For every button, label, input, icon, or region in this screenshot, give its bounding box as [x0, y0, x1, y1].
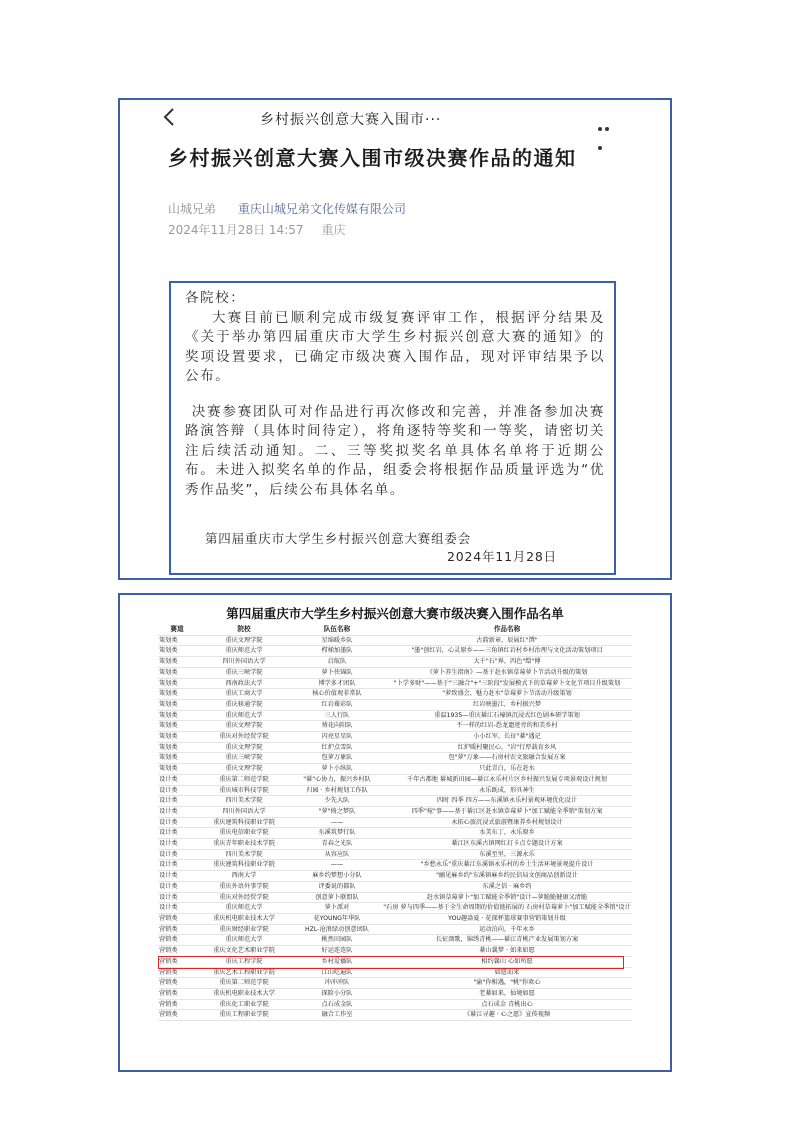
- cell-work: "幽见麻乡约"东溪镇麻乡约民信局文创商品创新设计: [382, 871, 632, 882]
- cell-school: 重庆建筑科技职业学院: [196, 817, 292, 828]
- cell-track: 设计类: [158, 849, 196, 860]
- cell-team: 萝卜小纵队: [292, 764, 382, 775]
- notice-signature-org: 第四届重庆市大学生乡村振兴创意大赛组委会: [205, 531, 472, 546]
- back-chevron-icon[interactable]: [160, 106, 180, 128]
- cell-work: 《綦江寻趣 · 心之愿》宣传视频: [382, 1010, 632, 1021]
- cell-work: 长征颂歌，锦绣青桃——綦江青桃产业发展策划方案: [382, 935, 632, 946]
- account-name-link[interactable]: 重庆山城兄弟文化传媒有限公司: [237, 202, 406, 216]
- cell-team: 萝卜派对: [292, 903, 382, 914]
- cell-school: 重庆文化艺术职业学院: [196, 946, 292, 957]
- table-header-row: [158, 625, 632, 635]
- table-row: [158, 903, 632, 914]
- cell-track: 设计类: [158, 903, 196, 914]
- cell-team: 从容应队: [292, 849, 382, 860]
- cell-team: 冲冲冲队: [292, 978, 382, 989]
- cell-track: 设计类: [158, 817, 196, 828]
- cell-school: 重庆文理学院: [196, 742, 292, 753]
- table-row: [158, 657, 632, 668]
- cell-school: 重庆三峡学院: [196, 667, 292, 678]
- cell-team: ——: [292, 817, 382, 828]
- cell-work: 四季"菀"事——基于綦江区赶水镇草莓萝卜"加工赋能全季销"策划方案: [382, 806, 632, 817]
- cell-work: 重温1935—重庆綦江石壕镇沉浸式红色剧本研学策划: [382, 710, 632, 721]
- table-row: [158, 774, 632, 785]
- table-row: [158, 881, 632, 892]
- table-row: [158, 742, 632, 753]
- cell-school: 重庆电信职业学院: [196, 828, 292, 839]
- table-row: [158, 806, 632, 817]
- cell-team: 东溪筑梦行队: [292, 828, 382, 839]
- article-meta: [168, 200, 406, 217]
- notice-salutation: 各院校：: [185, 290, 246, 306]
- cell-school: 重庆对外经贸学院: [196, 892, 292, 903]
- cell-team: 归园 · 乡村规划工作队: [292, 785, 382, 796]
- cell-school: 重庆移通学院: [196, 699, 292, 710]
- cell-work: YOU趣盎夏 · 花探杯篮球赛事营销策划升级: [382, 913, 632, 924]
- cell-school: 重庆机电职业技术大学: [196, 988, 292, 999]
- table-row: [158, 796, 632, 807]
- header-team: 队伍名称: [292, 625, 382, 635]
- cell-school: 重庆第二师范学院: [196, 774, 292, 785]
- cell-school: 重庆外语外事学院: [196, 881, 292, 892]
- cell-work: 四时 四季 四方——东溪镇永乐村景观环境优化设计: [382, 796, 632, 807]
- cell-track: 设计类: [158, 828, 196, 839]
- table-row: [158, 689, 632, 700]
- table-row: [158, 699, 632, 710]
- cell-track: 设计类: [158, 871, 196, 882]
- publish-location: 重庆: [321, 223, 346, 237]
- table-row: [158, 1010, 632, 1021]
- cell-team: 核心价值观非常队: [292, 689, 382, 700]
- table-row: [158, 849, 632, 860]
- cell-school: 重庆工程学院: [196, 956, 292, 967]
- table-row: [158, 978, 632, 989]
- cell-school: 重庆城市科技学院: [196, 785, 292, 796]
- cell-track: 营销类: [158, 978, 196, 989]
- article-headline: 乡村振兴创意大赛入围市级决赛作品的通知: [168, 146, 577, 170]
- cell-school: 重庆化工职业学院: [196, 999, 292, 1010]
- cell-school: 重庆对外经贸学院: [196, 732, 292, 743]
- cell-track: 策划类: [158, 689, 196, 700]
- highlighted-row-box: [158, 956, 624, 969]
- header-work: 作品名称: [382, 625, 632, 635]
- cell-track: 设计类: [158, 774, 196, 785]
- cell-team: 博学多才团队: [292, 678, 382, 689]
- cell-work: "墨"创红岩，心灵原乡——三角镇红岩村乡村治理与文化活动策划项目: [382, 646, 632, 657]
- cell-track: 设计类: [158, 806, 196, 817]
- notice-box: [169, 281, 616, 575]
- cell-team: 融合工作室: [292, 1010, 382, 1021]
- table-row: [158, 678, 632, 689]
- cell-track: 设计类: [158, 892, 196, 903]
- cell-school: 西南大学: [196, 871, 292, 882]
- cell-school: 重庆师范大学: [196, 710, 292, 721]
- cell-school: 重庆师范大学: [196, 903, 292, 914]
- article-screenshot: [118, 98, 672, 580]
- cell-track: 策划类: [158, 721, 196, 732]
- cell-work: 红岩映墨江，乡村振兴梦: [382, 699, 632, 710]
- cell-team: 闪亮星星队: [292, 732, 382, 743]
- cell-track: 设计类: [158, 881, 196, 892]
- cell-team: 启航队: [292, 657, 382, 668]
- cell-track: 策划类: [158, 667, 196, 678]
- cell-track: 营销类: [158, 967, 196, 978]
- cell-team: 红岩蓦彩队: [292, 699, 382, 710]
- cell-school: 重庆工程职业学院: [196, 1010, 292, 1021]
- cell-school: 重庆青年职业技术学院: [196, 839, 292, 850]
- cell-team: 桃然田园队: [292, 935, 382, 946]
- cell-work: 只此青白，乐在赶水: [382, 764, 632, 775]
- cell-team: 三人行队: [292, 710, 382, 721]
- notice-paragraph-2: 决赛参赛团队可对作品进行再次修改和完善，并准备参加决赛路演答辩（具体时间待定），将角逐特等奖和一等奖，请密切关注后续活动通知。二、三等奖拟奖名单具体名单将于近期公布。未进入拟奖名单的作品，组委会将根据作品质量评选为“优秀作品奖”，后续公布具体名单。: [185, 403, 605, 498]
- table-row: [158, 753, 632, 764]
- cell-school: 重庆建筑科技职业学院: [196, 860, 292, 871]
- cell-track: 策划类: [158, 657, 196, 668]
- table-row: [158, 860, 632, 871]
- cell-school: 重庆工商大学: [196, 689, 292, 700]
- cell-track: 营销类: [158, 988, 196, 999]
- cell-work: "石房 萝与四季——基于全生命周期的价值链拓展的 石房村草莓萝卜"加工赋能全季销"设计: [382, 903, 632, 914]
- cell-track: 策划类: [158, 699, 196, 710]
- cell-track: 设计类: [158, 839, 196, 850]
- cell-school: 重庆文理学院: [196, 721, 292, 732]
- cell-track: 营销类: [158, 924, 196, 935]
- cell-work: 綦江区东溪古镇网红打卡点专题设计方案: [382, 839, 632, 850]
- notice-signature-date: 2024年11月28日: [447, 549, 557, 564]
- cell-work: "萝致盛会，魅力赶水"草莓萝卜节活动升级策划: [382, 689, 632, 700]
- cell-track: 策划类: [158, 742, 196, 753]
- finalist-list-screenshot: [118, 593, 672, 1072]
- cell-work: 运动泊向，千年永乡: [382, 924, 632, 935]
- cell-work: "乡愁永乐"重庆綦江东溪镇永乐村的乡土生活环境景观提升设计: [382, 860, 632, 871]
- cell-school: 重庆文理学院: [196, 764, 292, 775]
- cell-work: 永乐既成，形具神生: [382, 785, 632, 796]
- article-author: 山城兄弟: [168, 202, 217, 216]
- cell-work: 老綦如来，仙境如愿: [382, 988, 632, 999]
- cell-track: 策划类: [158, 753, 196, 764]
- cell-school: 重庆机电职业技术大学: [196, 913, 292, 924]
- table-row: [158, 732, 632, 743]
- cell-track: 策划类: [158, 764, 196, 775]
- cell-work: 水美东丁，永乐原乡: [382, 828, 632, 839]
- cell-work: 千年古都地 綦城新田园—綦江永乐村片区乡村振兴发展专项景观设计规划: [382, 774, 632, 785]
- table-row: [158, 710, 632, 721]
- cell-school: 四川美术学院: [196, 849, 292, 860]
- table-row: [158, 935, 632, 946]
- cell-work: 不一样的红岩-恐龙遗迹旁的和美乡村: [382, 721, 632, 732]
- article-navbar: [120, 100, 670, 136]
- cell-work: 小小红军，长征"綦"遇记: [382, 732, 632, 743]
- cell-track: 营销类: [158, 999, 196, 1010]
- cell-team: HZL-沧浪绿动创意团队: [292, 924, 382, 935]
- cell-team: 评委说的都队: [292, 881, 382, 892]
- cell-track: 策划类: [158, 710, 196, 721]
- cell-track: 设计类: [158, 860, 196, 871]
- notice-paragraph-1: 大赛目前已顺利完成市级复赛评审工作，根据评分结果及《关于举办第四届重庆市大学生乡村振兴创意大赛的通知》的奖项设置要求，已确定市级决赛入围作品，现对评审结果予以公布。: [185, 309, 605, 384]
- cell-team: 栉梯加墨队: [292, 646, 382, 657]
- table-row: [158, 817, 632, 828]
- table-row: [158, 946, 632, 957]
- cell-work: 东溪之信 · 麻乡约: [382, 881, 632, 892]
- cell-team: 江山吃遍队: [292, 967, 382, 978]
- table-row: [158, 988, 632, 999]
- cell-team: 麻乡约梦想小分队: [292, 871, 382, 882]
- cell-team: 星绵暖乡队: [292, 635, 382, 646]
- cell-work: 相约曩山 心如所愿: [382, 956, 632, 967]
- header-track: 赛道: [158, 625, 196, 635]
- cell-team: "綦"心协力，振兴乡村队: [292, 774, 382, 785]
- table-row: [158, 635, 632, 646]
- cell-work: "卜学多财"——基于"三融合"+"三阶段"发展模式下的草莓萝卜文化节项目升级策划: [382, 678, 632, 689]
- cell-team: 探险小分队: [292, 988, 382, 999]
- cell-team: "萝"倚之梦队: [292, 806, 382, 817]
- cell-work: 大千"石"界，四色"缳"傅: [382, 657, 632, 668]
- cell-track: 策划类: [158, 646, 196, 657]
- table-row: [158, 785, 632, 796]
- cell-work: "渝"你相遇，"桃"你欢心: [382, 978, 632, 989]
- cell-work: 古韵新章，辰展红"馔": [382, 635, 632, 646]
- table-row: [158, 828, 632, 839]
- cell-track: 营销类: [158, 913, 196, 924]
- cell-track: 设计类: [158, 796, 196, 807]
- cell-track: 营销类: [158, 956, 196, 967]
- cell-track: 策划类: [158, 635, 196, 646]
- notice-body: [185, 289, 605, 500]
- table-row: [158, 839, 632, 850]
- cell-work: 点石成金 青桃出心: [382, 999, 632, 1010]
- table-row: [158, 892, 632, 903]
- cell-track: 设计类: [158, 785, 196, 796]
- table-row: [158, 913, 632, 924]
- cell-work: 赶水镇草莓萝卜"加工赋能全季销"设计—萝脆脆健康又清脆: [382, 892, 632, 903]
- cell-school: 重庆第二师范学院: [196, 978, 292, 989]
- cell-work: 綦山曩梦 · 如来如愿: [382, 946, 632, 957]
- table-row: [158, 764, 632, 775]
- cell-work: 《萝卜养生指南》—基于赶水镇草莓萝卜节活动升级的策划: [382, 667, 632, 678]
- cell-track: 策划类: [158, 732, 196, 743]
- cell-team: 葵花向阳队: [292, 721, 382, 732]
- cell-school: 重庆三峡学院: [196, 753, 292, 764]
- cell-team: 红炉点雪队: [292, 742, 382, 753]
- article-datetime: [168, 221, 346, 238]
- cell-team: 好运连连队: [292, 946, 382, 957]
- cell-school: 重庆文理学院: [196, 635, 292, 646]
- list-title: 第四届重庆市大学生乡村振兴创意大赛市级决赛入围作品名单: [226, 606, 564, 621]
- cell-track: 策划类: [158, 678, 196, 689]
- cell-work: 包"萝"万象——石房村农文旅融合发展方案: [382, 753, 632, 764]
- cell-team: 萝卜侠锦队: [292, 667, 382, 678]
- header-school: 院校: [196, 625, 292, 635]
- table-row: [158, 721, 632, 732]
- cell-school: 四川美术学院: [196, 796, 292, 807]
- table-row: [158, 646, 632, 657]
- cell-school: 重庆艺术工程职业学院: [196, 967, 292, 978]
- more-dots-icon[interactable]: [598, 116, 618, 122]
- cell-school: 重庆师范大学: [196, 646, 292, 657]
- table-row: [158, 871, 632, 882]
- cell-team: 花YOUNG年华队: [292, 913, 382, 924]
- nav-title: 乡村振兴创意大赛入围市···: [260, 112, 442, 128]
- cell-school: 西南政法大学: [196, 678, 292, 689]
- cell-team: 点石成金队: [292, 999, 382, 1010]
- cell-school: 四川外国语大学: [196, 806, 292, 817]
- table-row: [158, 924, 632, 935]
- cell-team: 乡村爱播队: [292, 956, 382, 967]
- cell-work: 永拓心旅沉浸式旅游暨康养乡村规划设计: [382, 817, 632, 828]
- cell-track: 营销类: [158, 935, 196, 946]
- cell-school: 重庆财经职业学院: [196, 924, 292, 935]
- publish-date: 2024年11月28日 14:57: [168, 223, 304, 237]
- table-row: [158, 667, 632, 678]
- cell-school: 四川外国语大学: [196, 657, 292, 668]
- cell-track: 营销类: [158, 1010, 196, 1021]
- cell-team: 青春之光队: [292, 839, 382, 850]
- cell-work: 如愿而来: [382, 967, 632, 978]
- cell-team: 少先大队: [292, 796, 382, 807]
- cell-track: 营销类: [158, 946, 196, 957]
- cell-work: 红炉暖村聚民心，"岩"行厚载育乡风: [382, 742, 632, 753]
- table-row: [158, 999, 632, 1010]
- cell-team: 包萝万象队: [292, 753, 382, 764]
- cell-team: 创意萝卜联盟队: [292, 892, 382, 903]
- cell-work: 东溪至里，三源永乐: [382, 849, 632, 860]
- cell-school: 重庆师范大学: [196, 935, 292, 946]
- cell-team: ——: [292, 860, 382, 871]
